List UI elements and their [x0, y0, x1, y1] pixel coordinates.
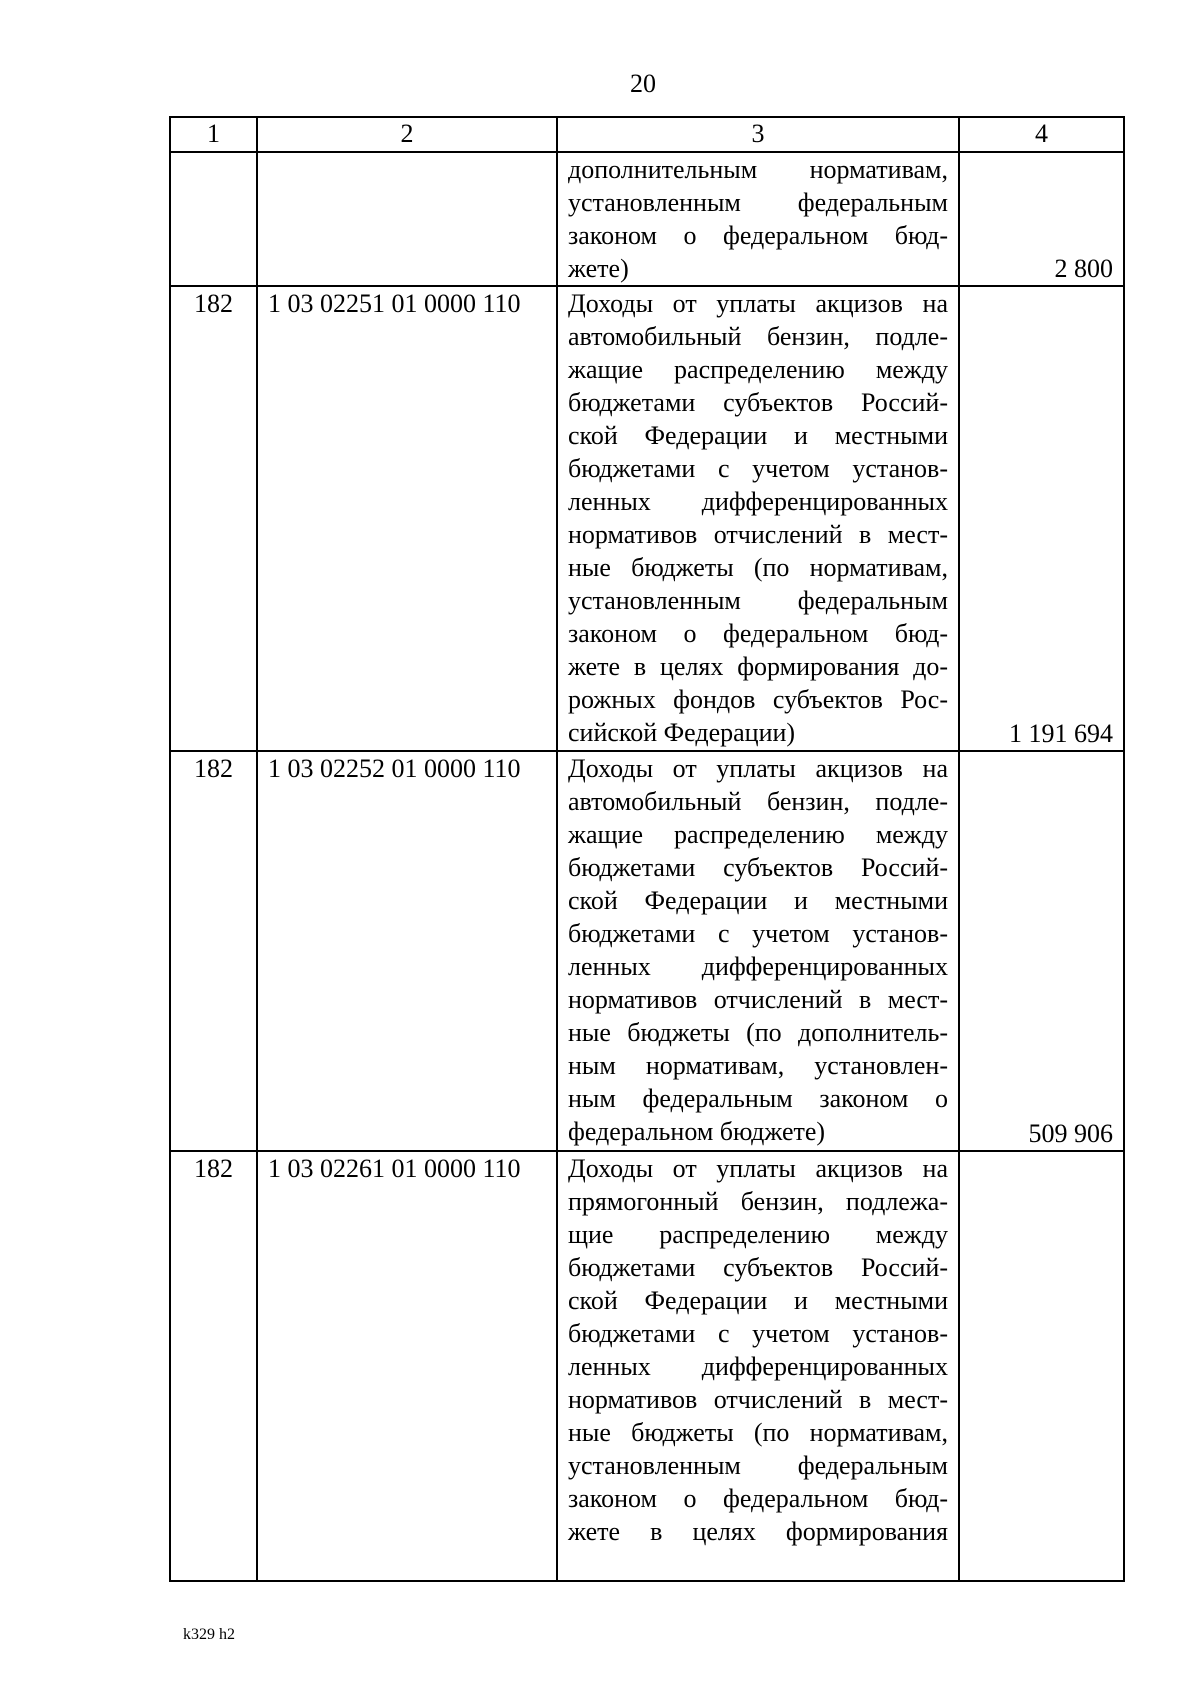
description-line: Доходы от уплаты акцизов на: [568, 289, 948, 318]
admin-code-cell: [170, 152, 257, 286]
admin-code-cell: 182: [170, 751, 257, 1151]
description-line: сийской Федерации): [568, 718, 796, 747]
description-line: жащие распределению между: [568, 820, 948, 849]
description-cell: [557, 1151, 959, 1581]
description-line: законом о федеральном бюд-: [568, 619, 948, 648]
description-line: ные бюджеты (по дополнитель-: [568, 1018, 948, 1047]
description-line: ской Федерации и местными: [568, 886, 948, 915]
column-number-3: 3: [557, 117, 959, 152]
document-footer-code: k329 h2: [183, 1626, 235, 1643]
table-row-continuation: [170, 152, 1124, 286]
column-number-1: 1: [170, 117, 257, 152]
description-line: ленных дифференцированных: [568, 952, 948, 981]
description-line: ные бюджеты (по нормативам,: [568, 1418, 948, 1447]
admin-code-cell: 182: [170, 1151, 257, 1581]
table-row: [170, 751, 1124, 1151]
table-row: [170, 286, 1124, 751]
description-line: Доходы от уплаты акцизов на: [568, 754, 948, 783]
budget-code-cell: 1 03 02251 01 0000 110: [257, 286, 557, 751]
description-line: установленным федеральным: [568, 188, 948, 217]
description-line: бюджетами субъектов Россий-: [568, 388, 948, 417]
description-line: прямогонный бензин, подлежа-: [568, 1187, 948, 1216]
budget-code-cell: [257, 152, 557, 286]
description-cell: [557, 152, 959, 286]
amount-cell: 2 800: [959, 152, 1124, 286]
description-line: ным нормативам, установлен-: [568, 1051, 948, 1080]
description-line: законом о федеральном бюд-: [568, 221, 948, 250]
description-line: нормативов отчислений в мест-: [568, 520, 948, 549]
description-line: ленных дифференцированных: [568, 1352, 948, 1381]
budget-code-cell: 1 03 02261 01 0000 110: [257, 1151, 557, 1581]
description-cell: [557, 286, 959, 751]
page-number: 20: [630, 69, 656, 98]
description-line: автомобильный бензин, подле-: [568, 322, 948, 351]
description-line: жете): [568, 254, 629, 283]
amount-cell: 509 906: [959, 751, 1124, 1151]
description-line: бюджетами субъектов Россий-: [568, 1253, 948, 1282]
description-line: ные бюджеты (по нормативам,: [568, 553, 948, 582]
description-line: бюджетами с учетом установ-: [568, 454, 948, 483]
table-header-row: [170, 117, 1124, 152]
description-line: жете в целях формирования до-: [568, 652, 948, 681]
description-line: жете в целях формирования: [568, 1517, 948, 1546]
amount-cell: [959, 1151, 1124, 1581]
column-number-2: 2: [257, 117, 557, 152]
description-line: ской Федерации и местными: [568, 1286, 948, 1315]
description-line: ской Федерации и местными: [568, 421, 948, 450]
description-line: щие распределению между: [568, 1220, 948, 1249]
admin-code-cell: 182: [170, 286, 257, 751]
description-line: ным федеральным законом о: [568, 1084, 948, 1113]
description-line: дополнительным нормативам,: [568, 155, 948, 184]
description-line: Доходы от уплаты акцизов на: [568, 1154, 948, 1183]
description-line: законом о федеральном бюд-: [568, 1484, 948, 1513]
description-line: бюджетами субъектов Россий-: [568, 853, 948, 882]
column-number-4: 4: [959, 117, 1124, 152]
description-line: федеральном бюджете): [568, 1117, 826, 1146]
description-line: нормативов отчислений в мест-: [568, 1385, 948, 1414]
budget-table: [169, 116, 1125, 1582]
description-line: бюджетами с учетом установ-: [568, 919, 948, 948]
description-line: бюджетами с учетом установ-: [568, 1319, 948, 1348]
description-line: автомобильный бензин, подле-: [568, 787, 948, 816]
description-line: установленным федеральным: [568, 1451, 948, 1480]
budget-code-cell: 1 03 02252 01 0000 110: [257, 751, 557, 1151]
description-cell: [557, 751, 959, 1151]
table-row: [170, 1151, 1124, 1581]
description-line: ленных дифференцированных: [568, 487, 948, 516]
description-line: жащие распределению между: [568, 355, 948, 384]
amount-cell: 1 191 694: [959, 286, 1124, 751]
description-line: установленным федеральным: [568, 586, 948, 615]
description-line: рожных фондов субъектов Рос-: [568, 685, 948, 714]
description-line: нормативов отчислений в мест-: [568, 985, 948, 1014]
